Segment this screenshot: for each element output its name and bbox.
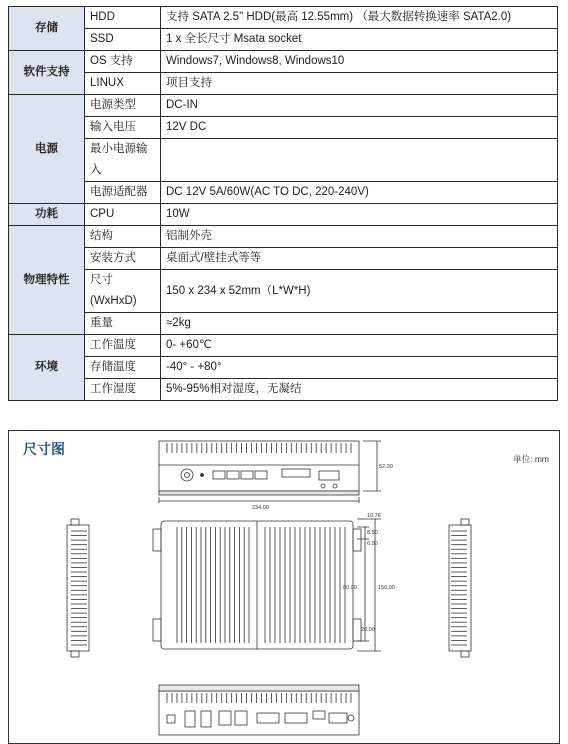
category-environment: 环境 bbox=[9, 335, 85, 401]
table-row bbox=[9, 248, 558, 270]
unit-label: 单位: mm bbox=[513, 454, 549, 464]
row-label: 电源适配器 bbox=[85, 182, 161, 204]
table-row bbox=[9, 182, 558, 204]
table-row bbox=[9, 95, 558, 117]
table-row bbox=[9, 117, 558, 139]
table-row bbox=[9, 139, 558, 182]
row-value: 150 x 234 x 52mm（L*W*H) bbox=[161, 270, 558, 313]
row-value: ≈2kg bbox=[161, 313, 558, 335]
spec-table bbox=[8, 6, 558, 401]
dim-mid-a: 80.00 bbox=[343, 585, 357, 591]
technical-drawing bbox=[9, 431, 559, 743]
row-label: 工作温度 bbox=[85, 335, 161, 357]
table-row bbox=[9, 73, 558, 95]
table-row bbox=[9, 204, 558, 226]
table-row bbox=[9, 7, 558, 29]
row-value: 5%-95%相对湿度，无凝结 bbox=[161, 379, 558, 401]
row-label: HDD bbox=[85, 7, 161, 29]
row-label: 尺寸 (WxHxD) bbox=[85, 270, 161, 313]
dim-height-front: 52.00 bbox=[379, 464, 393, 470]
category-physical: 物理特性 bbox=[9, 226, 85, 335]
row-label: 工作湿度 bbox=[85, 379, 161, 401]
dimension-drawing bbox=[8, 430, 560, 744]
row-label: 重量 bbox=[85, 313, 161, 335]
row-label: 存储温度 bbox=[85, 357, 161, 379]
row-value: 项目支持 bbox=[161, 73, 558, 95]
table-row bbox=[9, 226, 558, 248]
table-row bbox=[9, 379, 558, 401]
row-label: 输入电压 bbox=[85, 117, 161, 139]
row-value: 12V DC bbox=[161, 117, 558, 139]
row-label: 最小电源输入 bbox=[85, 139, 161, 182]
row-value bbox=[161, 139, 558, 182]
table-row bbox=[9, 270, 558, 313]
right-side-view bbox=[449, 519, 471, 657]
dim-top-a: 10.76 bbox=[367, 513, 381, 519]
table-row bbox=[9, 335, 558, 357]
category-power: 电源 bbox=[9, 95, 85, 204]
row-label: 电源类型 bbox=[85, 95, 161, 117]
row-value: Windows7, Windows8, Windows10 bbox=[161, 51, 558, 73]
row-value: 铝制外壳 bbox=[161, 226, 558, 248]
table-row bbox=[9, 51, 558, 73]
front-view bbox=[159, 441, 381, 503]
row-value: DC 12V 5A/60W(AC TO DC, 220-240V) bbox=[161, 182, 558, 204]
row-value: -40° - +80° bbox=[161, 357, 558, 379]
row-label: CPU bbox=[85, 204, 161, 226]
rear-view bbox=[159, 685, 359, 735]
row-label: SSD bbox=[85, 29, 161, 51]
row-label: OS 支持 bbox=[85, 51, 161, 73]
table-row bbox=[9, 29, 558, 51]
row-label: 安装方式 bbox=[85, 248, 161, 270]
left-side-view bbox=[67, 519, 89, 657]
drawing-title: 尺寸图 bbox=[23, 441, 65, 457]
table-row bbox=[9, 357, 558, 379]
row-label: 结构 bbox=[85, 226, 161, 248]
category-storage: 存储 bbox=[9, 7, 85, 51]
table-row bbox=[9, 313, 558, 335]
row-value: 10W bbox=[161, 204, 558, 226]
row-value: DC-IN bbox=[161, 95, 558, 117]
dim-low-a: 20.00 bbox=[361, 627, 375, 633]
dim-mid-b: 150.00 bbox=[378, 585, 395, 591]
row-label: LINUX bbox=[85, 73, 161, 95]
row-value: 1 x 全长尺寸 Msata socket bbox=[161, 29, 558, 51]
dim-top-c: 6.00 bbox=[367, 541, 378, 547]
row-value: 桌面式/壁挂式等等 bbox=[161, 248, 558, 270]
row-value: 0- +60℃ bbox=[161, 335, 558, 357]
dim-width-front: 234.00 bbox=[252, 505, 269, 511]
row-value: 支持 SATA 2.5" HDD(最高 12.55mm) （最大数据转换速率 SATA2.0) bbox=[161, 7, 558, 29]
category-consumption: 功耗 bbox=[9, 204, 85, 226]
dim-top-b: 8.50 bbox=[367, 530, 378, 536]
category-software: 软件支持 bbox=[9, 51, 85, 95]
